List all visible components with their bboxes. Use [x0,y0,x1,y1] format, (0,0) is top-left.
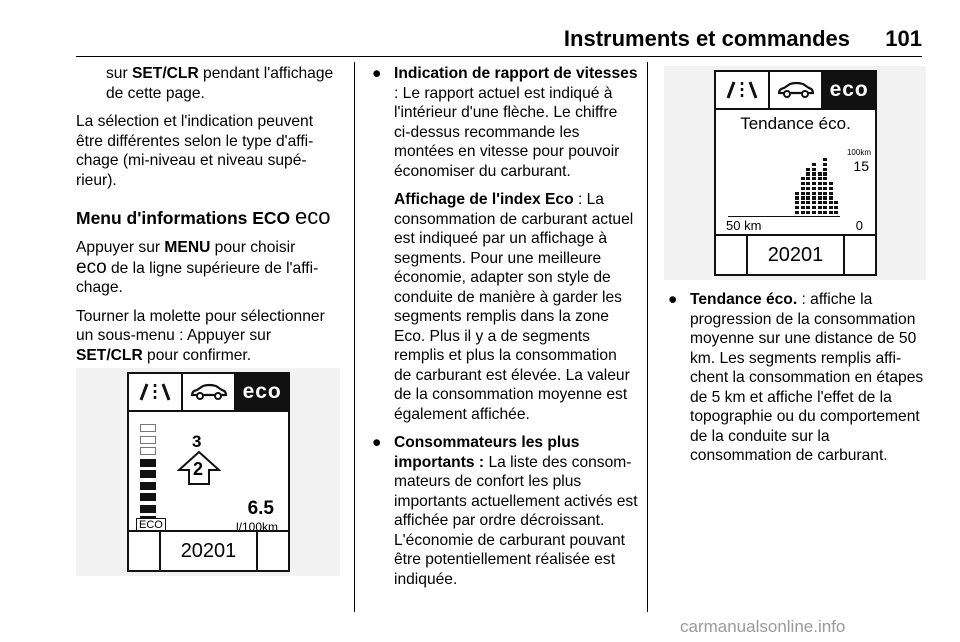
eco-segment [140,482,156,490]
trend-segment [829,201,833,204]
eco-segment [140,424,156,432]
trend-segment [823,192,827,195]
watermark: carmanualsonline.info [680,617,846,636]
trend-segment [806,172,810,175]
bullet-text [690,290,930,466]
display-tabs [716,72,875,110]
trend-segment [806,201,810,204]
trend-segment [818,182,822,185]
bullet-dot: ● [372,434,382,451]
trend-segment [812,163,816,166]
odometer-row [129,530,288,570]
bullet-dot: ● [372,65,382,82]
bullet-dot: ● [668,291,678,308]
odometer-right-cell [256,532,288,570]
trend-segment [823,163,827,166]
odometer-right-cell [843,236,875,274]
trend-segment [823,211,827,214]
recommended-gear: 3 [192,432,202,451]
text-run: La liste des consommateurs de confort les plus importants actuellement activés est affichée par ordre décroissant. L'économie de carburant pouvant être potentiellement réalisée est indiquée. [394,453,638,588]
bullet-text [394,64,638,181]
trend-segment [795,196,799,199]
trend-segment [812,211,816,214]
axis-left-label: 50 km [726,218,762,233]
key-name: SET/CLR [132,65,199,82]
bullet-subtitle: Affichage de l'index Eco [394,191,574,208]
trend-segment [818,187,822,190]
middle-column [368,64,638,598]
trend-segment [829,182,833,185]
trend-segment [812,196,816,199]
display-tabs [129,374,288,412]
odometer-value: 20201 [159,532,256,570]
odometer-value: 20201 [746,236,843,274]
trend-segment [812,168,816,171]
odometer-left-cell [129,532,159,570]
bullet-title: Consommateurs les plus importants : [394,434,580,471]
running-header-title: Instruments et commandes [563,26,850,51]
text-run: pour choisir [210,239,296,256]
bullet-trend [664,290,930,466]
trend-segment [806,177,810,180]
selection-paragraph: La sélection et l'indication peuvent être différentes selon le type d'affichage (mi-niveau et niveau supérieur). [76,113,314,189]
display-screen [714,70,877,276]
trend-segment [818,177,822,180]
trend-segment [795,206,799,209]
consumption-value: 6.5 [247,498,274,519]
current-gear: 2 [193,459,204,479]
trend-segment [823,168,827,171]
text-run: Tourner la molette pour sélectionner un sous-menu : Appuyer sur [76,307,325,344]
continuation-paragraph [76,64,342,103]
eco-segment [140,436,156,444]
text-run: sur [106,65,132,82]
trend-segment [834,201,838,204]
heading-text: Menu d'informations ECO [76,208,291,228]
odometer-left-cell [716,236,746,274]
scale-unit: 100km [846,148,871,157]
trend-segment [812,182,816,185]
trend-segment [829,206,833,209]
road-icon [716,72,768,108]
trend-segment [812,206,816,209]
eco-segment [140,447,156,455]
trend-chart [728,152,840,217]
trend-segment [801,182,805,185]
car-icon [181,374,235,410]
trend-segment [801,196,805,199]
eco-bar-label: ECO [136,518,166,532]
trend-segment [823,201,827,204]
trend-segment [812,172,816,175]
eco-segment [140,470,156,478]
trend-segment [795,192,799,195]
trend-segment [818,192,822,195]
odometer-row [716,234,875,274]
text-run: pour confirmer. [142,346,252,364]
text-run: pendant l'affichage de cette page. [106,65,334,102]
axis-right-label: 0 [855,218,863,233]
trend-segment [801,187,805,190]
trend-segment [829,196,833,199]
trend-segment [812,187,816,190]
trend-segment [829,192,833,195]
text-run: Appuyer sur [76,239,165,256]
page-number: 101 [885,26,922,51]
eco-tab: eco [821,72,875,108]
left-column [76,64,342,403]
eco-symbol-icon: eco [76,256,107,278]
trend-segment [823,182,827,185]
trend-segment [801,211,805,214]
trend-segment [801,201,805,204]
text-run: : Le rapport actuel est indiqué à l'intérieur d'une flèche. Le chiffre ci-dessus recommande les montées en vitesse pour pouvoir économiser du carburant. [394,84,620,180]
text-run: : affiche la progression de la consommation moyenne sur une distance de 50 km. Les segments remplis affichent la consommation en étapes de 5 km et affiche l'effet de la topographie ou du comportement de la conduite sur la consommation de carburant. [690,291,924,464]
consumption-unit: l/100km [235,520,278,534]
trend-segment [806,196,810,199]
turn-paragraph [76,307,342,366]
eco-tab: eco [234,374,288,410]
trend-segment [834,211,838,214]
key-name: SET/CLR [76,346,143,364]
eco-segment [140,493,156,501]
right-column [664,290,930,475]
trend-segment [806,168,810,171]
trend-segment [806,182,810,185]
trend-segment [834,206,838,209]
car-icon [768,72,822,108]
eco-segment [140,505,156,513]
trend-segment [806,192,810,195]
column-separator-1 [354,62,355,612]
trend-segment [795,201,799,204]
trend-segment [823,172,827,175]
trend-segment [812,177,816,180]
trend-segment [823,187,827,190]
display-screen [127,372,290,572]
key-name: MENU [164,239,211,256]
column-separator-2 [647,62,648,612]
trend-segment [812,192,816,195]
trend-segment [806,187,810,190]
trend-segment [801,206,805,209]
trend-segment [806,206,810,209]
eco-index-paragraph [394,190,638,424]
text-run: : La consommation de carburant actuel est indiqueé par un affichage à segments. Pour une meilleure économie, adapter son style de conduite de manière à garder les segments remplis dans la zone Eco. Plus il y a de segments remplis et plus la consommation de carburant est élevée. La valeur de la consommation moyenne est également affichée. [394,191,634,423]
trend-segment [823,177,827,180]
trend-segment [806,211,810,214]
trend-segment [801,177,805,180]
trend-segment [829,211,833,214]
bullet-consumers [368,433,638,589]
gear-arrow-icon [177,450,221,486]
section-heading [76,206,342,229]
trend-title: Tendance éco. [740,114,851,133]
trend-segment [818,206,822,209]
eco-display-illustration [76,368,340,576]
road-icon [129,374,181,410]
trend-segment [812,201,816,204]
bullet-gear-indication [368,64,638,424]
trend-segment [795,211,799,214]
scale-value: 15 [853,158,869,174]
eco-symbol-icon: eco [295,204,331,229]
trend-display-illustration [664,66,926,280]
bullet-title: Indication de rapport de vitesses [394,65,638,82]
bullet-text [394,433,638,589]
trend-segment [818,201,822,204]
trend-segment [823,206,827,209]
trend-segment [801,192,805,195]
trend-segment [823,158,827,161]
header-rule [76,56,922,57]
eco-segment [140,459,156,467]
trend-segment [823,196,827,199]
menu-paragraph [76,238,342,298]
text-run: de la ligne supérieure de l'affichage. [76,259,319,296]
bullet-title: Tendance éco. [690,291,798,308]
trend-segment [818,172,822,175]
trend-segment [818,211,822,214]
trend-segment [818,196,822,199]
trend-segment [829,187,833,190]
